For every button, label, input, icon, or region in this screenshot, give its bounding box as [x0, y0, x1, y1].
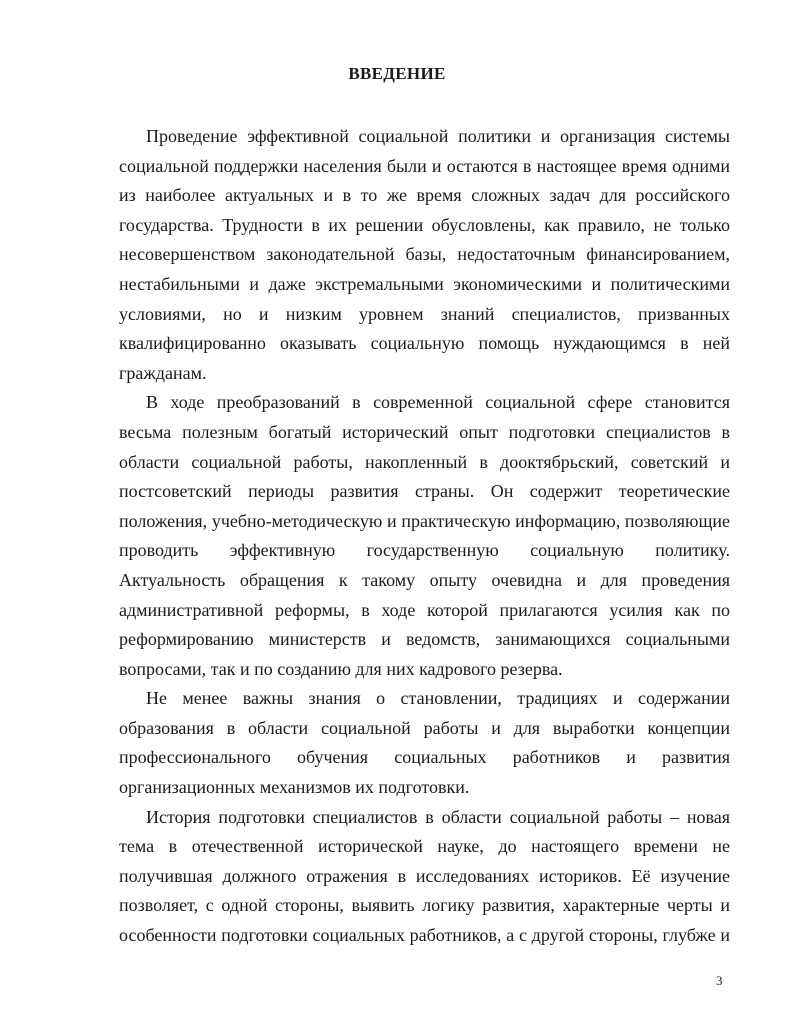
- body-text: [119, 122, 730, 951]
- paragraph-2: В ходе преобразований в современной социальной сфере становится весьма полезным богатый исторический опыт подготовки специалистов в области социальной работы, накопленный в дооктябрьский, советский и постсоветский периоды развития страны. Он содержит теоретические положения, учебно-методическую и практическую информацию, позволяющие проводить эффективную государственную социальную политику. Актуальность обращения к такому опыту очевидна и для проведения административной реформы, в ходе которой прилагаются усилия как по реформированию министерств и ведомств, занимающихся социальными вопросами, так и по созданию для них кадрового резерва.: [119, 392, 730, 679]
- paragraph-3: Не менее важны знания о становлении, традициях и содержании образования в области социальной работы и для выработки концепции профессионального обучения социальных работников и развития организационных механизмов их подготовки.: [119, 688, 730, 798]
- paragraph-4: История подготовки специалистов в области социальной работы – новая тема в отечественной исторической науке, до настоящего времени не получившая должного отражения в исследованиях историков. Её изучение позволяет, с одной стороны, выявить логику развития, характерные черты и особенности подготовки социальных работников, а с другой стороны, глубже и: [119, 806, 730, 946]
- paragraph-1: Проведение эффективной социальной политики и организация системы социальной поддержки населения были и остаются в настоящее время одними из наиболее актуальных и в то же время сложных задач для российского государства. Трудности в их решении обусловлены, как правило, не только несовершенством законодательной базы, недостаточным финансированием, нестабильными и даже экстремальными экономическими и политическими условиями, но и низким уровнем знаний специалистов, призванных квалифицированно оказывать социальную помощь нуждающимся в ней гражданам.: [119, 126, 730, 383]
- page-title: ВВЕДЕНИЕ: [348, 64, 446, 83]
- page-number: 3: [716, 973, 723, 988]
